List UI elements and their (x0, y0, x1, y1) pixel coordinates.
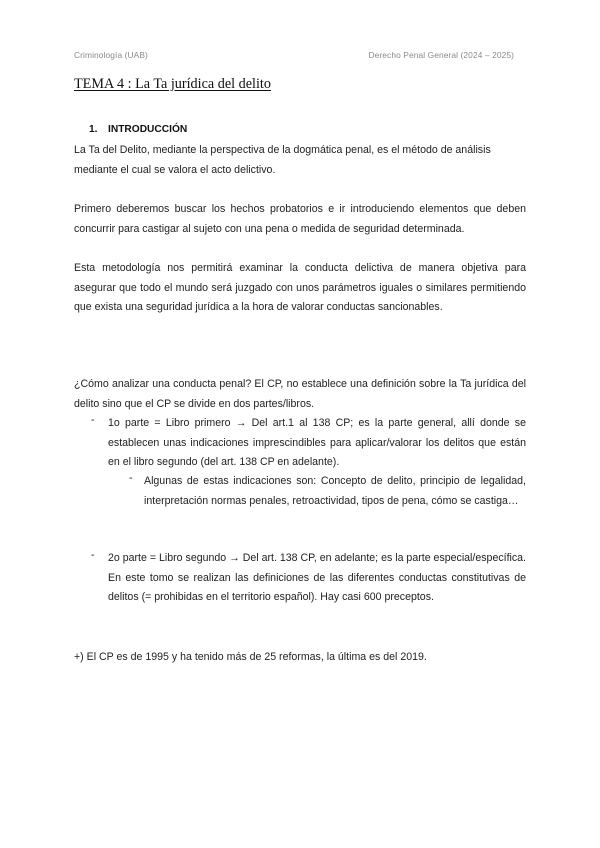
section-heading (89, 124, 187, 135)
list-subitem-indications: Algunas de estas indicaciones son: Concepto de delito, principio de legalidad, interpretación normas penales, retroactividad, tipos de pena, cómo se castiga… (144, 475, 526, 507)
paragraph-method: Primero deberemos buscar los hechos probatorios e ir introduciendo elementos que deben concurrir para castigar al sujeto con una pena o medida de seguridad determinada. (74, 203, 526, 235)
section-title: INTRODUCCIÓN (108, 124, 188, 135)
paragraph-question: ¿Cómo analizar una conducta penal? El CP, no establece una definición sobre la Ta jurídica del delito sino que el CP se divide en dos partes/libros. (74, 378, 526, 410)
list-dash: - (91, 549, 95, 561)
list-dash: - (91, 414, 95, 426)
paragraph-intro: La Ta del Delito, mediante la perspectiva de la dogmática penal, es el método de análisis mediante el cual se valora el acto delictivo. (74, 144, 491, 176)
list-item-part-two: 2o parte = Libro segundo → Del art. 138 CP, en adelante; es la parte especial/específica. En este tomo se realizan las definiciones de las diferentes conductas constitutivas de delitos (= prohibidas en el territorio español). Hay casi 600 preceptos. (108, 552, 526, 604)
header-subject: Derecho Penal General (2024 – 2025) (368, 50, 514, 60)
paragraph-note: +) El CP es de 1995 y ha tenido más de 25 reformas, la última es del 2019. (74, 651, 427, 663)
header-course: Criminología (UAB) (74, 50, 148, 60)
list-dash: - (129, 472, 133, 484)
list-item-part-one: 1o parte = Libro primero → Del art.1 al 138 CP; es la parte general, allí donde se establecen unas indicaciones imprescindibles para aplicar/valorar los delitos que están en el libro segundo (del art. 138 CP en adelante). (108, 417, 526, 469)
section-number: 1. (89, 124, 98, 135)
page-title: TEMA 4 : La Ta jurídica del delito (74, 76, 271, 92)
paragraph-methodology: Esta metodología nos permitirá examinar la conducta delictiva de manera objetiva para asegurar que todo el mundo será juzgado con unos parámetros iguales o similares permitiendo que exista una seguridad jurídica a la hora de valorar conductas sancionables. (74, 262, 526, 314)
